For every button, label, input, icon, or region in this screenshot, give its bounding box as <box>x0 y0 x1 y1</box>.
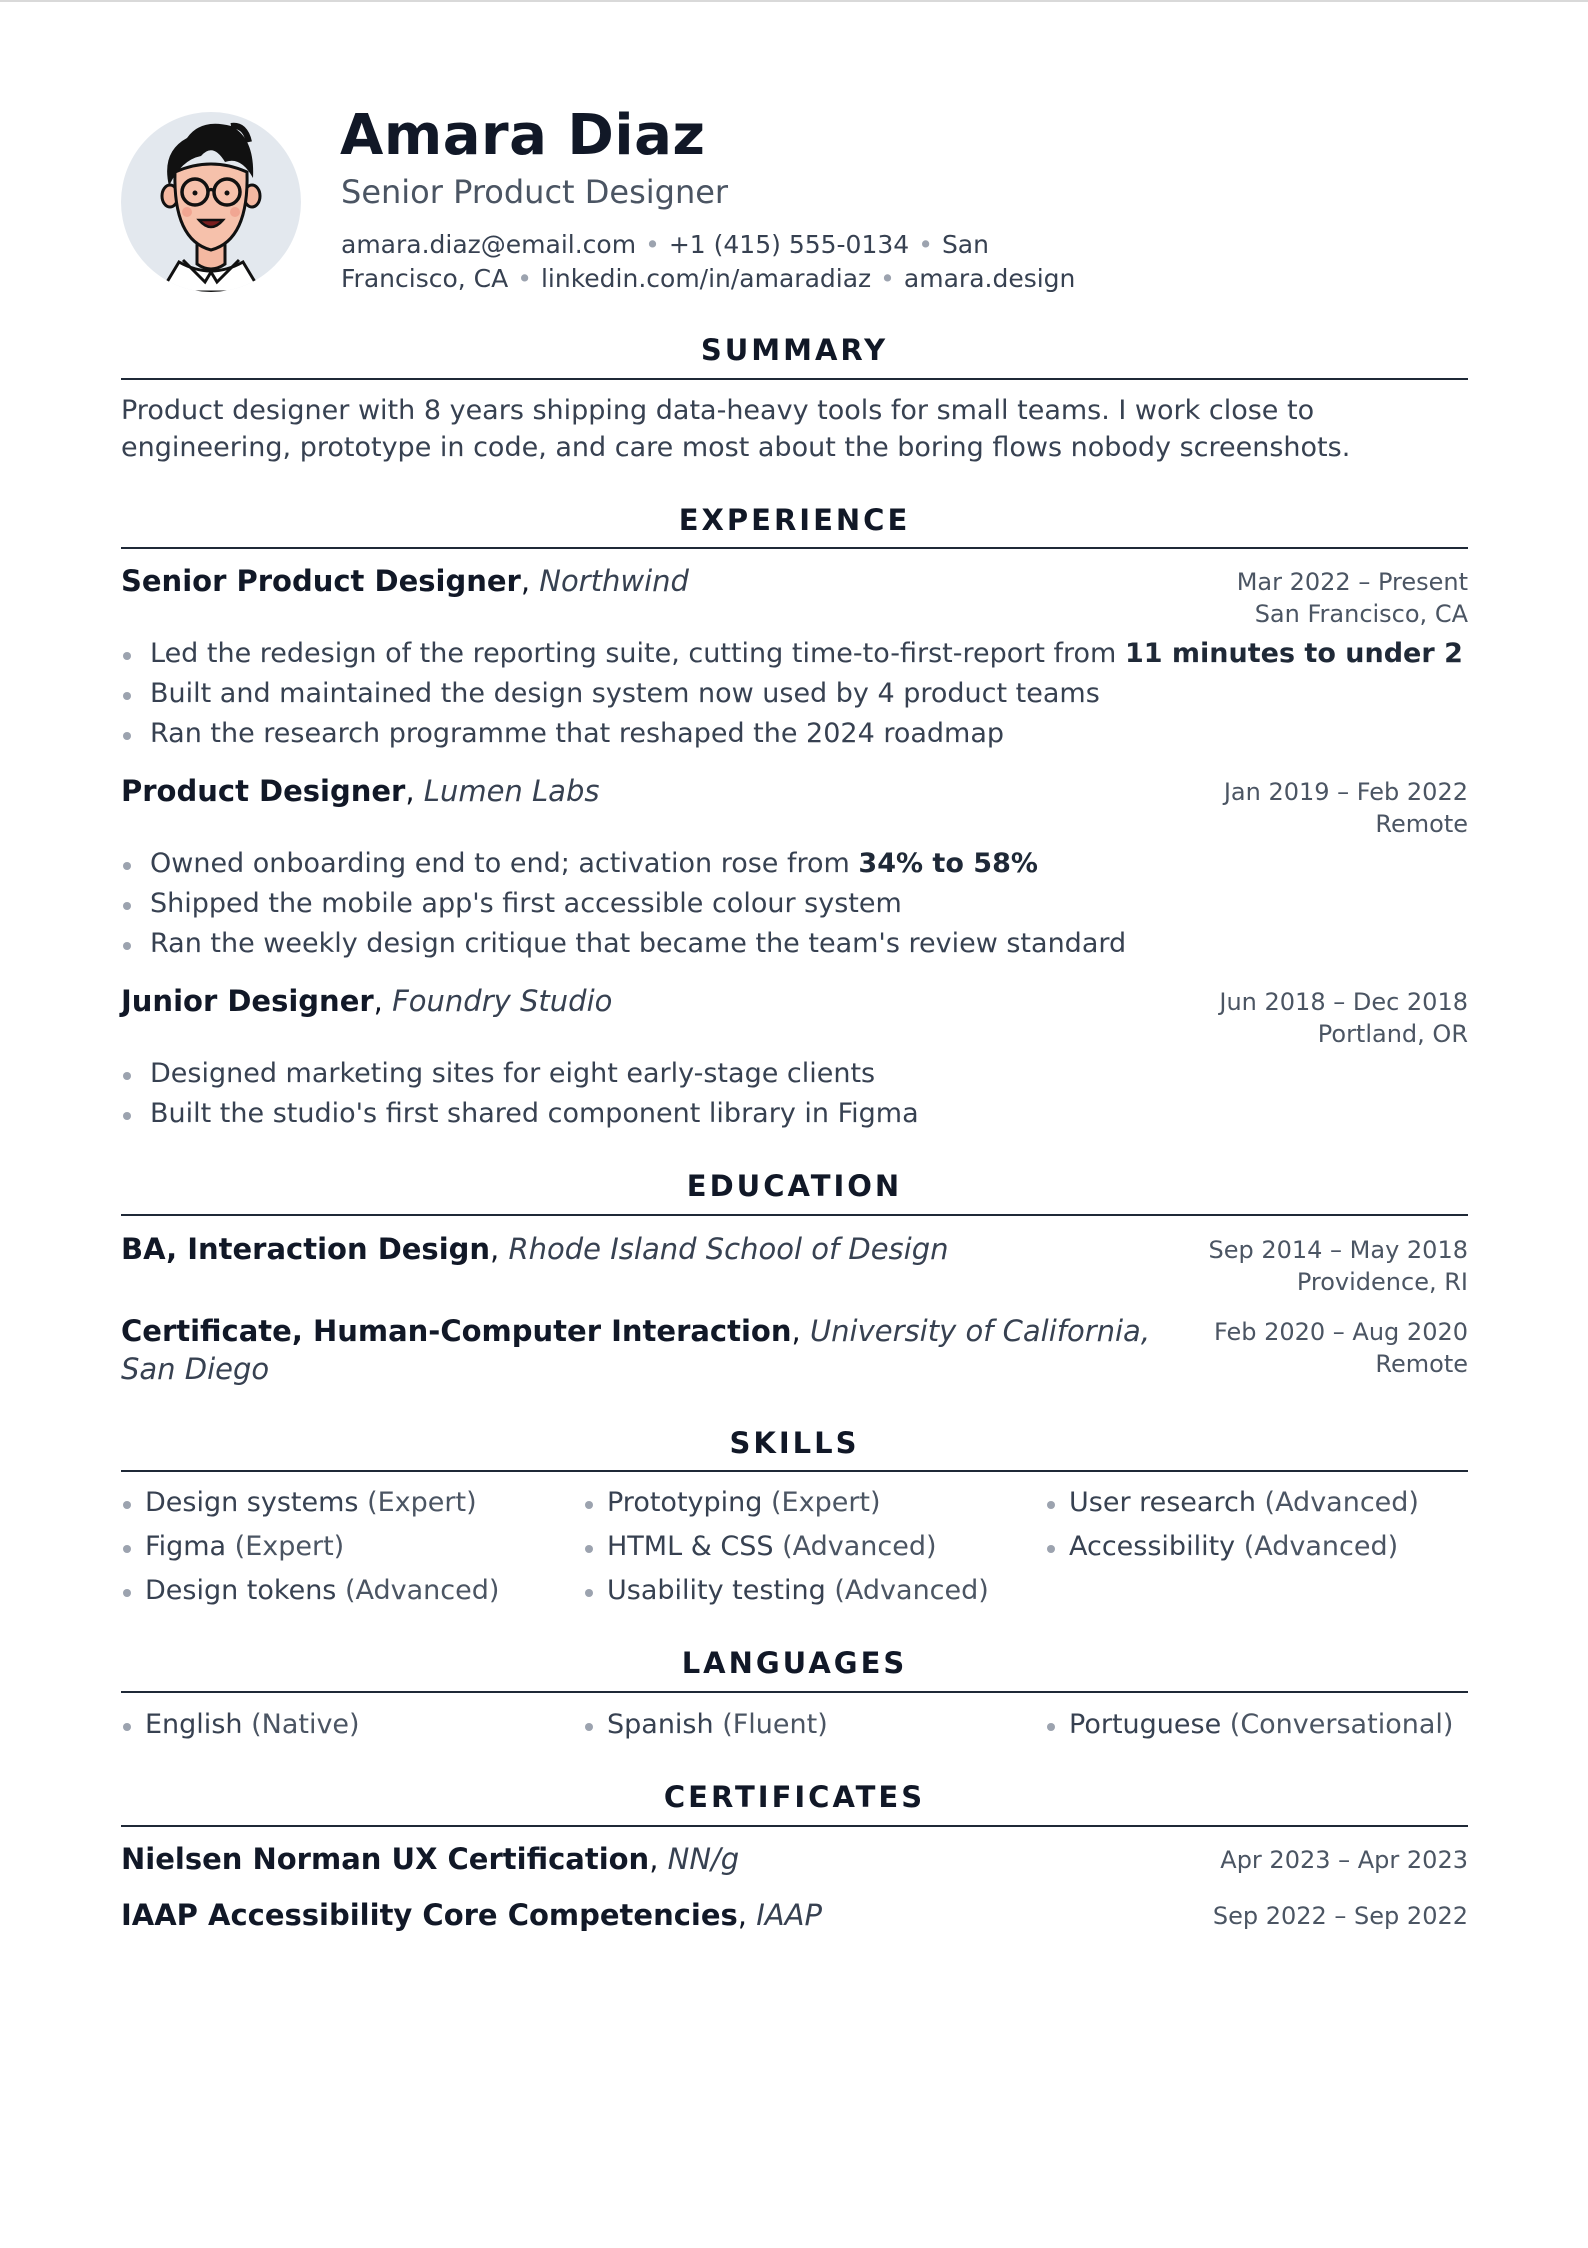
list-item <box>583 1485 881 1521</box>
list-item <box>1045 1707 1453 1743</box>
separator-dot: • <box>645 230 660 259</box>
skill-level: (Advanced) <box>1264 1487 1419 1518</box>
education-location: Remote <box>1375 1350 1468 1378</box>
certificate-entry <box>121 1840 1468 1878</box>
list-item <box>121 1707 360 1743</box>
education-school: Rhode Island School of Design <box>508 1232 949 1266</box>
education-degree: BA, Interaction Design <box>121 1232 491 1266</box>
bullet-text: Ran the research programme that reshaped the 2024 roadmap <box>150 718 1005 749</box>
skill-name: Usability testing <box>607 1575 826 1606</box>
job-dates: Jan 2019 – Feb 2022 <box>1223 778 1468 806</box>
page-top-border <box>0 0 1588 2</box>
job-title: Product Designer <box>121 774 406 808</box>
job-bullets <box>121 844 1468 964</box>
job-meta <box>1219 986 1468 1050</box>
contact-line <box>341 228 1121 296</box>
list-item <box>121 924 1468 964</box>
education-meta <box>1214 1316 1468 1380</box>
skill-name: HTML & CSS <box>607 1531 774 1562</box>
list-item <box>583 1573 989 1609</box>
education-entry <box>121 1230 1468 1296</box>
skills-divider <box>121 1470 1468 1472</box>
job-title-line: Product Designer, Lumen Labs <box>121 774 600 808</box>
list-item <box>121 634 1468 674</box>
language-level: (Conversational) <box>1229 1709 1454 1740</box>
summary-text: Product designer with 8 years shipping data-heavy tools for small teams. I work close to engineering, prototype in code, and care most about the boring flows nobody screenshots. <box>121 395 1351 463</box>
education-title-line: Certificate, Human-Computer Interaction, University of California, San Diego <box>121 1314 1151 1386</box>
certificate-title-line: Nielsen Norman UX Certification, NN/g <box>121 1842 740 1876</box>
list-item <box>121 844 1468 884</box>
bullet-text: Designed marketing sites for eight early-stage clients <box>150 1058 876 1089</box>
job-title: Junior Designer <box>121 984 374 1018</box>
bullet-highlight: 34% to 58% <box>858 848 1038 879</box>
certificate-entry <box>121 1896 1468 1934</box>
list-item <box>121 884 1468 924</box>
job-company: Lumen Labs <box>423 774 600 808</box>
certificate-issuer: IAAP <box>756 1898 822 1932</box>
skill-name: User research <box>1069 1487 1256 1518</box>
list-item <box>121 714 1468 754</box>
skill-name: Accessibility <box>1069 1531 1236 1562</box>
skill-level: (Expert) <box>234 1531 345 1562</box>
language-level: (Native) <box>251 1709 360 1740</box>
certificate-name: Nielsen Norman UX Certification <box>121 1842 650 1876</box>
languages-divider <box>121 1691 1468 1693</box>
job-title-line: Senior Product Designer, Northwind <box>121 564 689 598</box>
candidate-role: Senior Product Designer <box>341 173 729 211</box>
job-company: Foundry Studio <box>392 984 613 1018</box>
resume-header <box>121 104 1468 304</box>
bullet-text: Built and maintained the design system now used by 4 product teams <box>150 678 1100 709</box>
job-location: Remote <box>1375 810 1468 838</box>
certificate-dates: Apr 2023 – Apr 2023 <box>1220 1846 1468 1874</box>
skill-level: (Advanced) <box>1243 1531 1399 1562</box>
bullet-text: Ran the weekly design critique that became the team's review standard <box>150 928 1127 959</box>
education-meta <box>1208 1234 1468 1298</box>
skill-level: (Advanced) <box>344 1575 500 1606</box>
education-entry <box>121 1312 1468 1388</box>
certificates-divider <box>121 1825 1468 1827</box>
summary-divider <box>121 378 1468 380</box>
job-entry <box>121 562 1468 628</box>
contact-location: San Francisco, CA <box>341 230 989 293</box>
list-item <box>121 1485 477 1521</box>
certificate-title-line: IAAP Accessibility Core Competencies, IAAP <box>121 1898 822 1932</box>
list-item <box>121 1529 344 1565</box>
certificate-dates: Sep 2022 – Sep 2022 <box>1212 1902 1468 1930</box>
education-divider <box>121 1214 1468 1216</box>
bullet-text: Built the studio's first shared component library in Figma <box>150 1098 919 1129</box>
job-location: San Francisco, CA <box>1254 600 1468 628</box>
education-degree: Certificate, Human-Computer Interaction <box>121 1314 792 1348</box>
education-dates: Feb 2020 – Aug 2020 <box>1213 1318 1468 1346</box>
language-name: Portuguese <box>1069 1709 1222 1740</box>
skill-level: (Advanced) <box>782 1531 937 1562</box>
job-title: Senior Product Designer <box>121 564 521 598</box>
education-dates: Sep 2014 – May 2018 <box>1208 1236 1468 1264</box>
education-title-line: BA, Interaction Design, Rhode Island School of Design <box>121 1232 949 1266</box>
bullet-text: Shipped the mobile app's first accessible colour system <box>150 888 902 919</box>
skill-name: Design tokens <box>145 1575 337 1606</box>
education-heading: EDUCATION <box>686 1169 903 1203</box>
job-entry <box>121 772 1468 838</box>
cartoon-avatar-icon <box>121 112 301 292</box>
languages-heading: LANGUAGES <box>681 1646 908 1680</box>
bullet-text: Owned onboarding end to end; activation rose from <box>150 848 859 879</box>
job-entry <box>121 982 1468 1048</box>
language-level: (Fluent) <box>722 1709 828 1740</box>
language-name: English <box>145 1709 243 1740</box>
certificate-name: IAAP Accessibility Core Competencies <box>121 1898 738 1932</box>
bullet-highlight: 11 minutes to under 2 <box>1124 638 1463 669</box>
contact-phone[interactable]: +1 (415) 555-0134 <box>668 230 910 259</box>
candidate-name: Amara Diaz <box>340 103 706 168</box>
contact-linkedin[interactable]: linkedin.com/in/amaradiaz <box>540 264 872 293</box>
bullet-text: Led the redesign of the reporting suite, cutting time-to-first-report from <box>150 638 1125 669</box>
list-item <box>121 1573 499 1609</box>
list-item <box>121 674 1468 714</box>
certificates-heading: CERTIFICATES <box>663 1780 926 1814</box>
separator-dot: • <box>918 230 933 259</box>
experience-heading: EXPERIENCE <box>678 503 911 537</box>
job-dates: Jun 2018 – Dec 2018 <box>1219 988 1468 1016</box>
education-location: Providence, RI <box>1296 1268 1468 1296</box>
job-meta <box>1224 776 1468 840</box>
skill-name: Design systems <box>145 1487 359 1518</box>
job-bullets <box>121 1054 1468 1134</box>
job-company: Northwind <box>539 564 689 598</box>
separator-dot: • <box>880 264 895 293</box>
contact-website[interactable]: amara.design <box>903 264 1076 293</box>
job-dates: Mar 2022 – Present <box>1236 568 1468 596</box>
job-bullets <box>121 634 1468 754</box>
list-item <box>1045 1485 1419 1521</box>
skill-level: (Advanced) <box>834 1575 989 1606</box>
contact-email[interactable]: amara.diaz@email.com <box>341 230 637 259</box>
job-location: Portland, OR <box>1317 1020 1468 1048</box>
language-name: Spanish <box>607 1709 714 1740</box>
list-item <box>583 1707 828 1743</box>
experience-divider <box>121 547 1468 549</box>
skills-heading: SKILLS <box>729 1426 860 1460</box>
skill-name: Figma <box>145 1531 227 1562</box>
list-item <box>121 1094 1468 1134</box>
skill-level: (Expert) <box>367 1487 477 1518</box>
skill-level: (Expert) <box>771 1487 881 1518</box>
summary-heading: SUMMARY <box>700 333 889 367</box>
job-title-line: Junior Designer, Foundry Studio <box>121 984 613 1018</box>
list-item <box>121 1054 1468 1094</box>
list-item <box>583 1529 937 1565</box>
list-item <box>1045 1529 1398 1565</box>
education-school: University of California, San Diego <box>121 1314 1151 1386</box>
separator-dot: • <box>517 264 532 293</box>
job-meta <box>1237 566 1468 630</box>
certificate-issuer: NN/g <box>667 1842 740 1876</box>
skill-name: Prototyping <box>607 1487 763 1518</box>
avatar-illustration <box>121 112 301 292</box>
